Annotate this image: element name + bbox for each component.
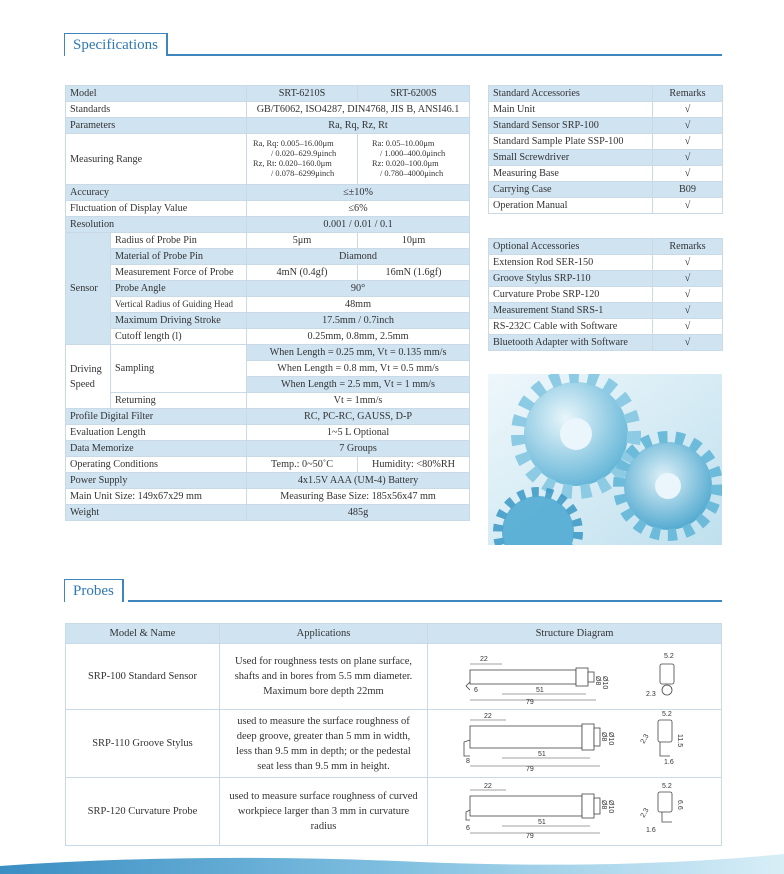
list-item: Measurement Stand SRS-1 √	[489, 303, 723, 319]
table-row: Probe Angle 90°	[66, 281, 470, 297]
svg-text:51: 51	[538, 751, 546, 758]
svg-text:6: 6	[474, 687, 478, 694]
svg-text:5.2: 5.2	[662, 783, 672, 790]
table-row: When Length = 2.5 mm, Vt = 1 mm/s	[66, 377, 470, 393]
optional-accessories-table: Optional Accessories Remarks Extension Rod SER-150 √ Groove Stylus SRP-110 √ Curvature Probe SRP-120 √ Measurement Stand SRS-1 √ RS-232C Cable with Software √ Bluetooth Adapter with Software √	[488, 238, 723, 351]
table-row: Material of Probe Pin Diamond	[66, 249, 470, 265]
svg-text:Ø10: Ø10	[607, 732, 614, 746]
list-item: Carrying Case B09	[489, 182, 723, 198]
table-row: Cutoff length (l) 0.25mm, 0.8mm, 2.5mm	[66, 329, 470, 345]
footer-wave	[0, 848, 784, 874]
svg-text:51: 51	[536, 687, 544, 694]
svg-text:22: 22	[480, 656, 488, 663]
list-item: Curvature Probe SRP-120 √	[489, 287, 723, 303]
svg-text:51: 51	[538, 819, 546, 826]
heading-rule	[168, 54, 722, 56]
standard-accessories-header: Standard Accessories	[489, 86, 653, 102]
table-row: Data Memorize 7 Groups	[66, 441, 470, 457]
table-row: SRP-110 Groove Stylus used to measure the surface roughness of deep groove, greater than 5 mm in width, less than 9.5 mm in depth; or the pedestal seat less than 9.5 mm in height. 22 51 79 8 Ø8 Ø10 5.2 2.3 11.5 1.6	[66, 710, 722, 778]
list-item: Small Screwdriver √	[489, 150, 723, 166]
list-item: Extension Rod SER-150 √	[489, 255, 723, 271]
table-row: When Length = 0.8 mm, Vt = 0.5 mm/s	[66, 361, 470, 377]
svg-text:1.6: 1.6	[646, 827, 656, 834]
table-row: Returning Vt = 1mm/s	[66, 393, 470, 409]
list-item: Bluetooth Adapter with Software √	[489, 335, 723, 351]
optional-accessories-header: Optional Accessories	[489, 239, 653, 255]
srp-110-diagram	[428, 710, 722, 778]
srp-100-diagram	[428, 644, 722, 710]
svg-text:Ø8: Ø8	[594, 676, 601, 686]
svg-text:6: 6	[466, 825, 470, 832]
specifications-table	[65, 85, 470, 521]
svg-text:79: 79	[526, 699, 534, 704]
list-item: Standard Sensor SRP-100 √	[489, 118, 723, 134]
svg-text:79: 79	[526, 833, 534, 840]
svg-text:8: 8	[466, 758, 470, 765]
table-row: Main Unit Size: 149x67x29 mm Measuring Base Size: 185x56x47 mm	[66, 489, 470, 505]
table-row: Evaluation Length 1~5 L Optional	[66, 425, 470, 441]
svg-text:1.6: 1.6	[664, 759, 674, 766]
table-row: Measurement Force of Probe 4mN (0.4gf) 16mN (1.6gf)	[66, 265, 470, 281]
list-item: RS-232C Cable with Software √	[489, 319, 723, 335]
standard-accessories-table: Standard Accessories Remarks Main Unit √ Standard Sensor SRP-100 √ Standard Sample Plate SSP-100 √ Small Screwdriver √ Measuring Base √ Carrying Case B09 Operation Manual √	[488, 85, 723, 214]
table-row: Model SRT-6210S SRT-6200S	[66, 86, 470, 102]
table-row: Vertical Radius of Guiding Head 48mm	[66, 297, 470, 313]
svg-text:6.6: 6.6	[676, 800, 683, 810]
svg-text:Ø10: Ø10	[601, 676, 608, 690]
table-row: Standards GB/T6062, ISO4287, DIN4768, JIS B, ANSI46.1	[66, 102, 470, 118]
svg-text:Ø10: Ø10	[607, 800, 614, 814]
svg-text:2.3: 2.3	[639, 733, 651, 745]
table-row: Profile Digital Filter RC, PC-RC, GAUSS, D-P	[66, 409, 470, 425]
svg-text:Ø8: Ø8	[600, 732, 607, 742]
specifications-heading	[64, 33, 722, 57]
table-row: Maximum Driving Stroke 17.5mm / 0.7inch	[66, 313, 470, 329]
probes-heading	[64, 579, 722, 603]
svg-text:79: 79	[526, 766, 534, 772]
table-row: Operating Conditions Temp.: 0~50˚C Humidity: <80%RH	[66, 457, 470, 473]
svg-text:2.3: 2.3	[639, 807, 651, 819]
list-item: Groove Stylus SRP-110 √	[489, 271, 723, 287]
table-row: Driving Speed Sampling When Length = 0.25 mm, Vt = 0.135 mm/s	[66, 345, 470, 361]
table-row: Measuring Range Ra, Rq: 0.005–16.00μm / 0.020–629.9μinch Rz, Rt: 0.020–160.0μm / 0.078–6299μinch Ra: 0.05–10.00μm / 1.000–400.0μinch Rz: 0.020–100.0μm / 0.780–4000μinch	[66, 134, 470, 185]
probes-title: Probes	[64, 579, 124, 602]
table-row: Weight 485g	[66, 505, 470, 521]
svg-text:Ø8: Ø8	[600, 800, 607, 810]
table-row: Parameters Ra, Rq, Rz, Rt	[66, 118, 470, 134]
gear-icon	[498, 492, 578, 545]
svg-text:5.2: 5.2	[664, 653, 674, 660]
list-item: Main Unit √	[489, 102, 723, 118]
svg-text:22: 22	[484, 713, 492, 720]
svg-text:11.5: 11.5	[676, 734, 683, 748]
table-row: Fluctuation of Display Value ≤6%	[66, 201, 470, 217]
list-item: Measuring Base √	[489, 166, 723, 182]
srp-120-diagram	[428, 778, 722, 846]
table-row: Power Supply 4x1.5V AAA (UM-4) Battery	[66, 473, 470, 489]
list-item: Standard Sample Plate SSP-100 √	[489, 134, 723, 150]
probes-table: Model & Name Applications Structure Diagram SRP-100 Standard Sensor Used for roughness tests on plane surface, shafts and in bores from 5.5 mm diameter. Maximum bore depth 22mm 22 51 79 6 Ø8 Ø10 5.2 2.3 SRP-110 Groove Stylus used to measure the surface roughness of deep groove, greater than 5 mm in width, less than 9.5 mm in depth; or the pedestal seat less than 9.5 mm in height. 22 51 79 8 Ø8 Ø10 5.2 2.3 11.5 1.6 SRP-120 Curvature Probe used to measure surface roughness of curved workpiece larger than 3 mm in curvature radius 22 51 79 6 Ø8 Ø10 5.2 2.3 6.6 1.6	[65, 623, 722, 846]
svg-text:2.3: 2.3	[646, 691, 656, 698]
table-row: Resolution 0.001 / 0.01 / 0.1	[66, 217, 470, 233]
heading-rule	[128, 600, 722, 602]
table-row: SRP-120 Curvature Probe used to measure surface roughness of curved workpiece larger than 3 mm in curvature radius 22 51 79 6 Ø8 Ø10 5.2 2.3 6.6 1.6	[66, 778, 722, 846]
table-row: SRP-100 Standard Sensor Used for roughness tests on plane surface, shafts and in bores from 5.5 mm diameter. Maximum bore depth 22mm 22 51 79 6 Ø8 Ø10 5.2 2.3	[66, 644, 722, 710]
table-row: Accuracy ≤±10%	[66, 185, 470, 201]
list-item: Operation Manual √	[489, 198, 723, 214]
svg-text:22: 22	[484, 783, 492, 790]
table-row: Sensor Radius of Probe Pin 5μm 10μm	[66, 233, 470, 249]
svg-text:5.2: 5.2	[662, 711, 672, 718]
specifications-title: Specifications	[64, 33, 168, 56]
gears-image	[488, 374, 722, 545]
